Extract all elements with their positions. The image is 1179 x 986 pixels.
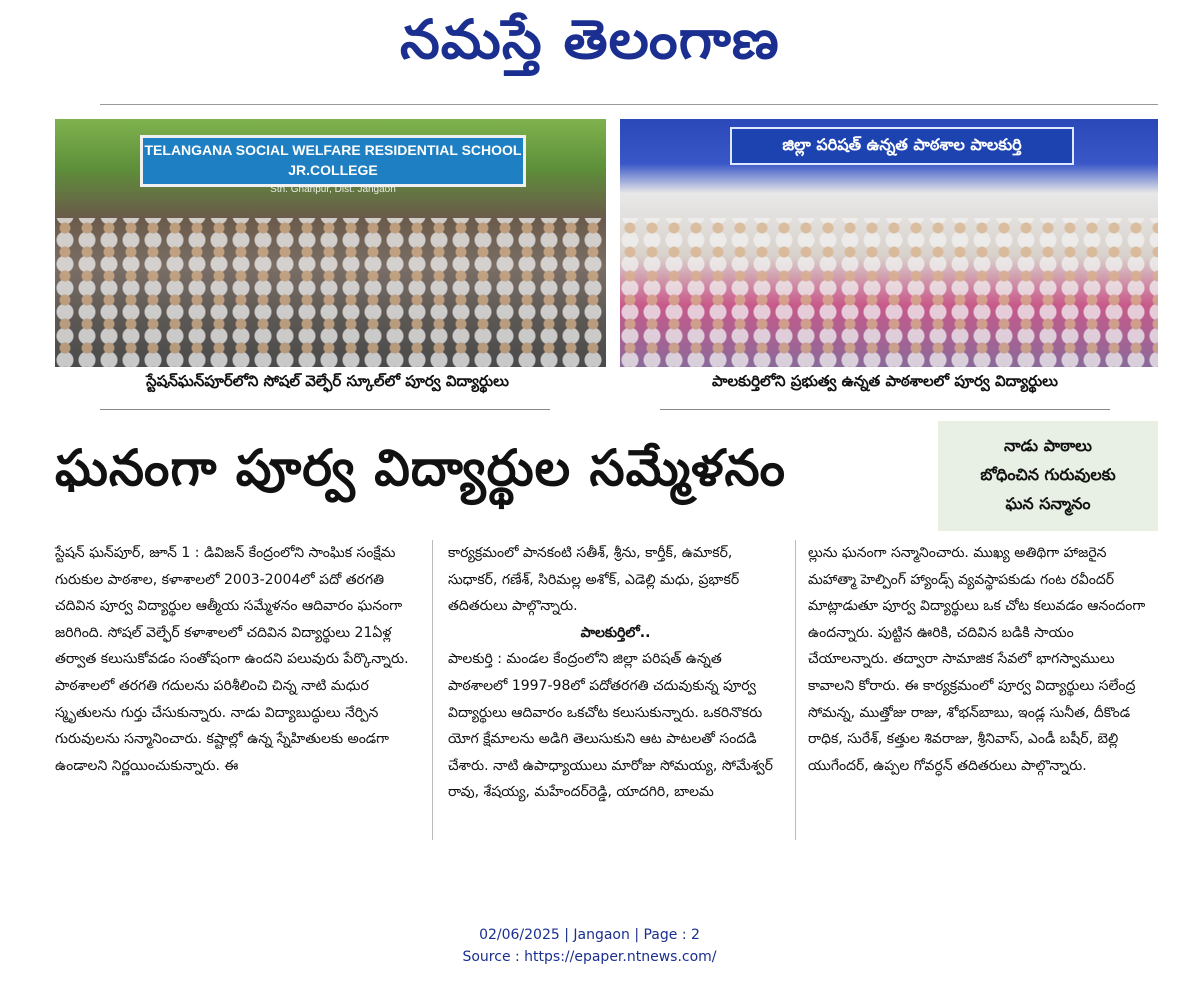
- masthead: [0, 2, 1179, 90]
- article-paragraph: పాలకుర్తి : మండల కేంద్రంలోని జిల్లా పరిషత్ ఉన్నత పాఠశాలలో 1997-98లో పదోతరగతి చదువుకున్న పూర్వ విద్యార్థులు ఆదివారం ఒకచోట కలుసుకున్నారు. ఒకరినొకరు యోగ క్షేమాలను అడిగి తెలుసుకుని ఆట పాటలతో సందడి చేశారు. నాటి ఉపాధ్యాయులు మారోజు సోమయ్య, సోమేశ్వర్ రావు, శేషయ్య, మహేందర్‌రెడ్డి, యాదగిరి, బాలమ: [448, 651, 773, 801]
- article-paragraph: కార్యక్రమంలో పానకంటి సతీశ్, శ్రీను, కార్తీక్, ఉమాకర్, సుధాకర్, గణేశ్, సిరిమల్ల అశోక్, ఎడెల్లి మధు, ప్రభాకర్ తదితరులు పాల్గొన్నారు.: [448, 545, 740, 615]
- footer-source-link[interactable]: Source : https://epaper.ntnews.com/: [462, 949, 717, 965]
- photo-caption-right: పాలకుర్తిలోని ప్రభుత్వ ఉన్నత పాఠశాలలో పూర్వ విద్యార్థులు: [711, 372, 1059, 390]
- palakurthi-reunion-photo: [620, 119, 1158, 367]
- article-subheading: పాలకుర్తిలో..: [580, 624, 651, 641]
- masthead-divider: [100, 104, 1158, 105]
- group-of-people: [620, 218, 1158, 367]
- article-headline: ఘనంగా పూర్వ విద్యార్థుల సమ్మేళనం: [55, 439, 786, 497]
- newspaper-logo: నమస్తే తెలంగాణ: [399, 7, 780, 71]
- article-paragraph: స్టేషన్ ఘన్‌పూర్, జూన్ 1 : డివిజన్ కేంద్రంలోని సాంఘిక సంక్షేమ గురుకుల పాఠశాల, కళాశాలలో 2003-2004లో పదో తరగతి చదివిన పూర్వ విద్యార్థుల ఆత్మీయ సమ్మేళనం ఆదివారం ఘనంగా జరిగింది. సోషల్ వెల్ఫేర్ కళాశాలలో చదివిన విద్యార్థులు 21ఏళ్ల తర్వాత కలుసుకోవడం సంతోషంగా ఉందని పలువురు పేర్కొన్నారు. పాఠశాలలో తరగతి గదులను పరిశీలించి చిన్న నాటి మధుర స్మృతులను గుర్తు చేసుకున్నారు. నాడు విద్యాబుద్ధులు నేర్పిన గురువులను సన్మానించారు. కష్టాల్లో ఉన్న స్నేహితులకు అండగా ఉండాలని నిర్ణయించుకున్నారు. ఈ: [55, 545, 409, 774]
- column-divider: [795, 540, 796, 840]
- sidebar-highlight: [938, 421, 1158, 531]
- article-column-1: [55, 540, 417, 779]
- article-column-3: [808, 540, 1158, 779]
- article-paragraph: ల్లును ఘనంగా సన్మానించారు. ముఖ్య అతిథిగా హాజరైన మహాత్మా హెల్పింగ్ హ్యాండ్స్ వ్యవస్థాపకుడు గంట రవీందర్ మాట్లాడుతూ పూర్వ విద్యార్థులు ఒక చోట కలువడం ఆనందంగా ఉందన్నారు. పుట్టిన ఊరికి, చదివిన బడికి సాయం చేయాలన్నారు. తద్వారా సామాజిక సేవలో భాగస్వాములు కావాలని కోరారు. ఈ కార్యక్రమంలో పూర్వ విద్యార్థులు సలేంద్ర సోమన్న, ముత్తోజు రాజు, శోభన్‌బాబు, ఇండ్ల సునీత, దీకొండ రాధిక, సురేశ్, కత్తుల శివరాజు, శ్రీనివాస్, ఎండీ బషీర్, బెల్లి యుగేందర్, ఉప్పల గోవర్ధన్ తదితరులు పాల్గొన్నారు.: [808, 545, 1146, 774]
- column-divider: [432, 540, 433, 840]
- article-column-2: [448, 540, 783, 806]
- school-banner: జిల్లా పరిషత్ ఉన్నత పాఠశాల పాలకుర్తి: [730, 127, 1074, 165]
- sidebar-line: బోధించిన గురువులకు: [980, 464, 1116, 484]
- group-of-people: [55, 218, 606, 367]
- caption-divider: [660, 409, 1110, 410]
- photo-caption-left: స్టేషన్‌ఘన్‌పూర్‌లోని సోషల్ వెల్ఫేర్ స్కూల్‌లో పూర్వ విద్యార్థులు: [146, 372, 509, 390]
- caption-divider: [100, 409, 550, 410]
- school-signboard: [140, 135, 526, 195]
- school-sign-location: Stn. Ghanpur, Dist. Jangaon: [270, 184, 396, 195]
- sidebar-line: ఘన సన్మానం: [1005, 493, 1091, 513]
- footer-date-edition: 02/06/2025 | Jangaon | Page : 2: [479, 927, 700, 943]
- school-sign-title: TELANGANA SOCIAL WELFARE RESIDENTIAL SCHOOL JR.COLLEGE: [144, 142, 522, 178]
- sidebar-line: నాడు పాఠాలు: [1004, 435, 1092, 455]
- school-reunion-photo: [55, 119, 606, 367]
- page-footer: [0, 924, 1179, 968]
